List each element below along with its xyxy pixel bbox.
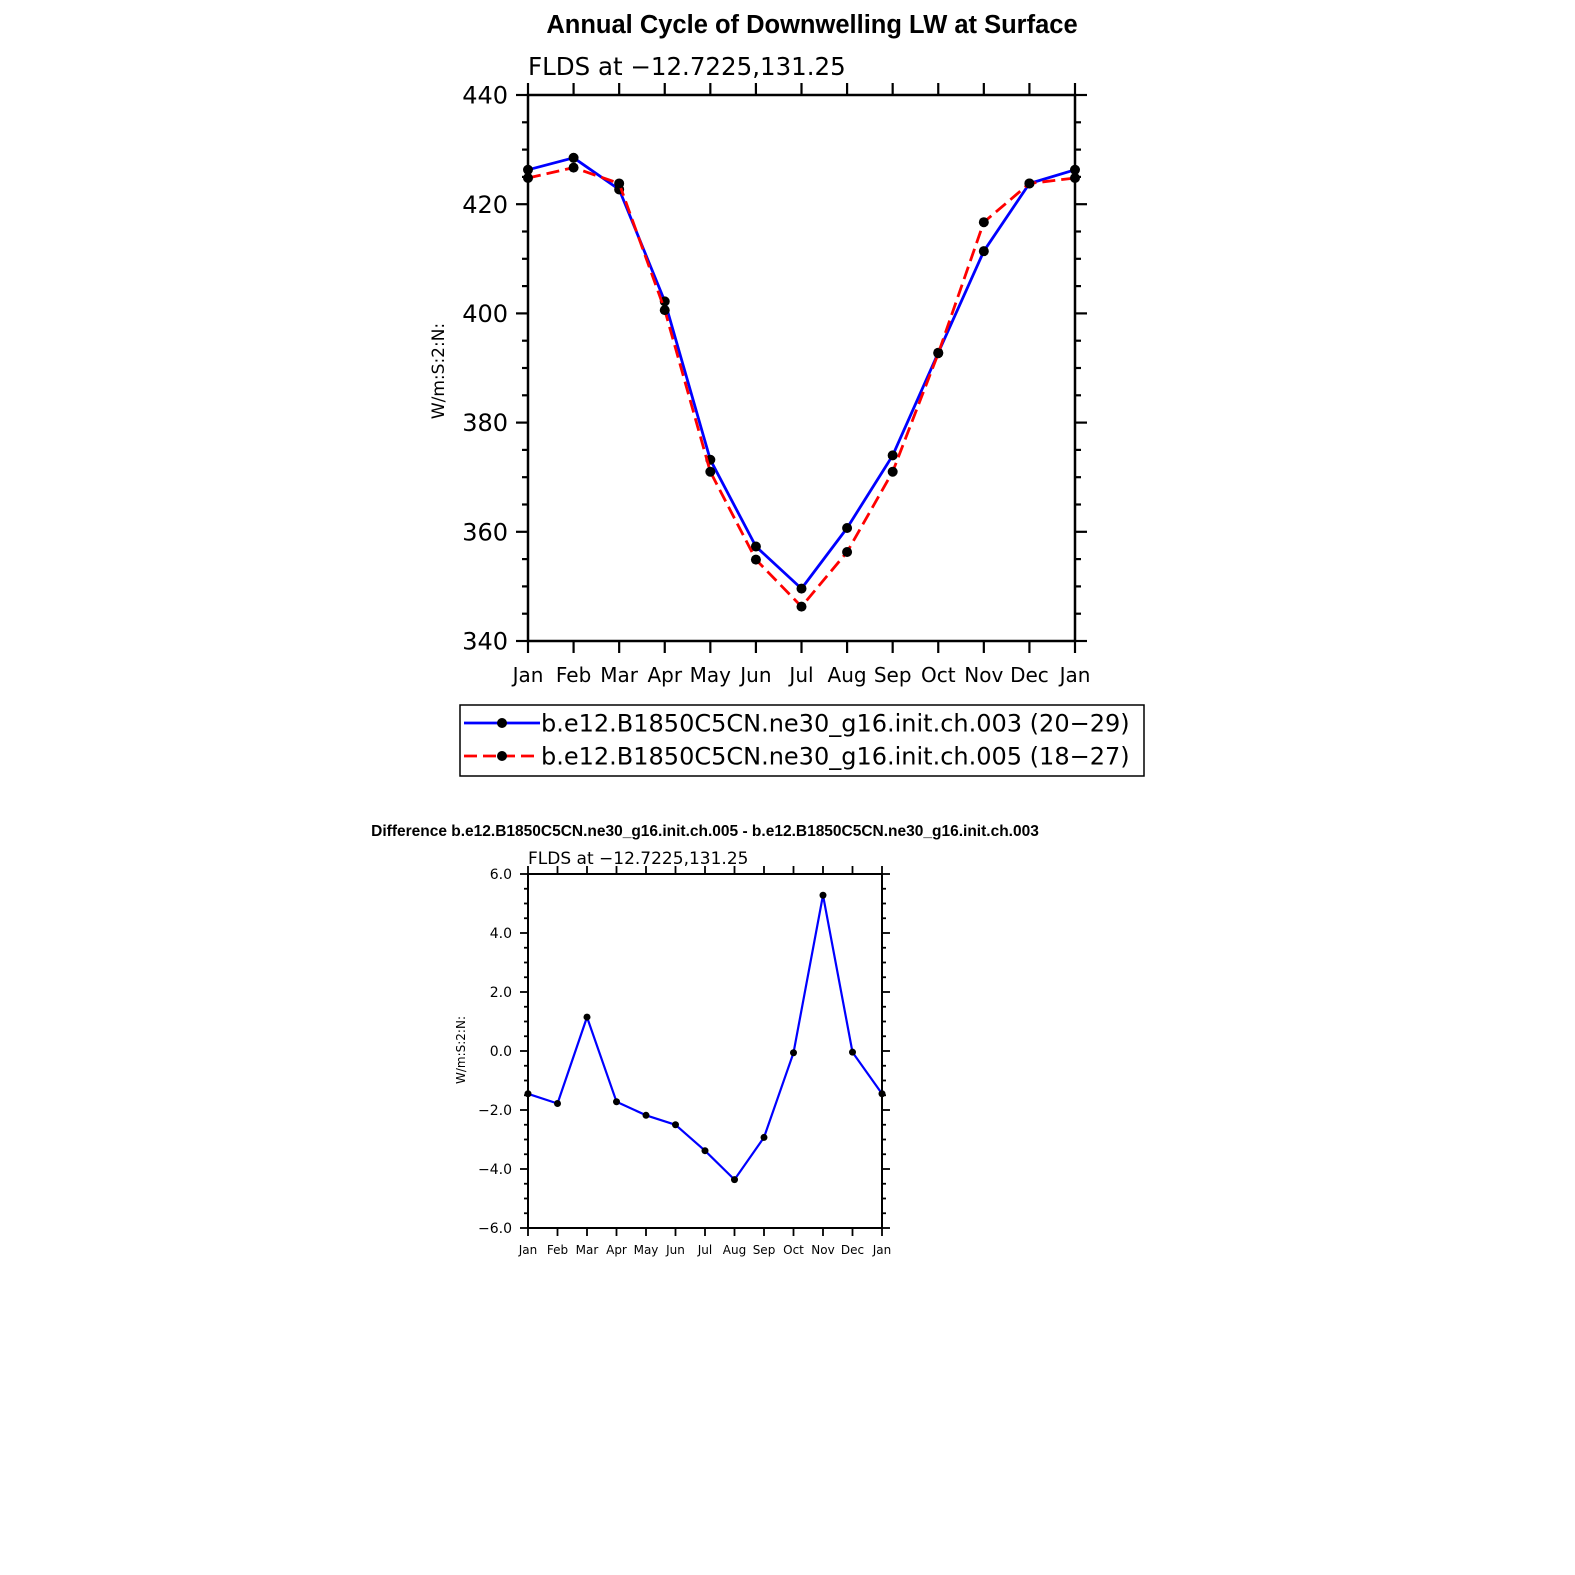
main-ytick-label: 400 [462, 300, 508, 329]
main-xtick-label: May [689, 663, 732, 687]
diff-xtick-label: Nov [811, 1243, 835, 1257]
diff-xtick-label: May [633, 1243, 659, 1257]
main-ytick-label: 340 [462, 627, 508, 656]
diff-xtick-label: Sep [752, 1243, 776, 1257]
diff-xtick-label: Jan [872, 1243, 892, 1257]
main-xtick-label: Feb [555, 663, 592, 687]
main-series-1-point [797, 584, 807, 594]
legend-label-series-2: b.e12.B1850C5CN.ne30_g16.init.ch.005 (18−27) [541, 742, 1130, 771]
diff-chart-title: Difference b.e12.B1850C5CN.ne30_g16.init.ch.005 - b.e12.B1850C5CN.ne30_g16.init.ch.003 [371, 823, 1039, 840]
main-xtick-label: Jul [789, 663, 814, 687]
main-xtick-label: Jan [1059, 663, 1091, 687]
diff-chart [478, 866, 891, 1257]
diff-ytick-label: −2.0 [478, 1103, 512, 1120]
diff-series-1-point [731, 1176, 738, 1183]
main-series-2-point [1070, 173, 1080, 183]
main-series-2-point [979, 217, 989, 227]
main-series-1-point [842, 523, 852, 533]
main-xtick-label: Oct [920, 663, 956, 687]
main-ytick-label: 360 [462, 518, 508, 547]
main-series-2-point [842, 547, 852, 557]
diff-series-1-line [528, 895, 882, 1179]
diff-ytick-label: −4.0 [478, 1162, 512, 1179]
diff-series-1-point [525, 1090, 532, 1097]
diff-xtick-label: Jan [518, 1243, 538, 1257]
main-series-2-point [797, 602, 807, 612]
diff-series-1-point [554, 1100, 561, 1107]
main-series-2-point [614, 178, 624, 188]
diff-xtick-label: Aug [722, 1243, 747, 1257]
diff-xtick-label: Jul [697, 1243, 713, 1257]
main-chart-subtitle: FLDS at −12.7225,131.25 [528, 52, 846, 81]
main-series-2-point [888, 467, 898, 477]
diff-series-1-point [849, 1049, 856, 1056]
legend-label-series-1: b.e12.B1850C5CN.ne30_g16.init.ch.003 (20−29) [541, 709, 1130, 738]
diff-series-1-point [790, 1049, 797, 1056]
diff-ytick-label: 4.0 [489, 926, 512, 943]
main-series-2-point [751, 555, 761, 565]
main-xtick-label: Sep [873, 663, 912, 687]
main-chart-legend [460, 705, 1144, 776]
main-series-2-point [523, 173, 533, 183]
main-xtick-label: Mar [600, 663, 639, 687]
diff-series-1-point [672, 1121, 679, 1128]
main-xtick-label: Nov [964, 663, 1004, 687]
legend-marker-series-2 [497, 751, 507, 761]
main-series-1-point [888, 450, 898, 460]
main-series-2-point [660, 305, 670, 315]
diff-series-1-point [702, 1147, 709, 1154]
diff-xtick-label: Apr [606, 1243, 627, 1257]
diff-series-1-point [761, 1134, 768, 1141]
main-xtick-label: Aug [827, 663, 867, 687]
main-series-1-point [979, 246, 989, 256]
main-xtick-label: Dec [1010, 663, 1049, 687]
diff-ytick-label: 2.0 [489, 985, 512, 1002]
diff-xtick-label: Mar [575, 1243, 599, 1257]
main-chart [462, 82, 1090, 687]
main-series-2-line [528, 168, 1075, 607]
diff-xtick-label: Oct [783, 1243, 804, 1257]
diff-ytick-label: −6.0 [478, 1221, 512, 1238]
legend-marker-series-1 [497, 718, 507, 728]
main-ytick-label: 380 [462, 409, 508, 438]
diff-series-1-point [584, 1014, 591, 1021]
main-xtick-label: Apr [647, 663, 683, 687]
diff-ytick-label: 6.0 [489, 867, 512, 884]
main-series-2-point [705, 467, 715, 477]
main-series-2-point [1024, 178, 1034, 188]
main-xtick-label: Jun [740, 663, 772, 687]
main-series-1-line [528, 158, 1075, 589]
main-chart-title: Annual Cycle of Downwelling LW at Surface [546, 11, 1078, 39]
diff-xtick-label: Feb [546, 1243, 569, 1257]
main-xtick-label: Jan [512, 663, 544, 687]
main-ytick-label: 420 [462, 190, 508, 219]
diff-series-1-point [879, 1090, 886, 1097]
diff-series-1-point [643, 1112, 650, 1119]
diff-xtick-label: Jun [666, 1243, 685, 1257]
diff-chart-subtitle: FLDS at −12.7225,131.25 [528, 849, 749, 869]
main-series-2-point [933, 348, 943, 358]
diff-ytick-label: 0.0 [489, 1044, 512, 1061]
main-ytick-label: 440 [462, 81, 508, 110]
main-series-1-point [569, 153, 579, 163]
main-plot-frame [528, 95, 1075, 641]
main-series-2-point [569, 163, 579, 173]
main-chart-ylabel: W/m:S:2:N: [429, 322, 449, 420]
diff-chart-ylabel: W/m:S:2:N: [454, 1016, 468, 1084]
diff-series-1-point [613, 1098, 620, 1105]
diff-series-1-point [820, 892, 827, 899]
diff-xtick-label: Dec [840, 1243, 865, 1257]
